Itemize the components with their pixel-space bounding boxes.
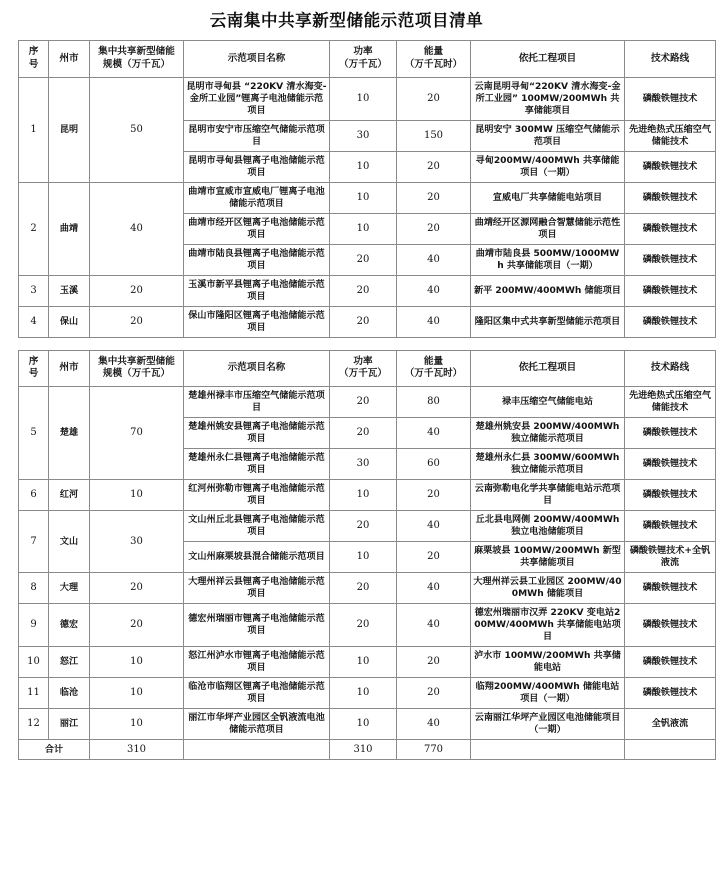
table-row <box>19 306 716 337</box>
table-row <box>19 647 716 678</box>
column-header-scale <box>90 350 184 386</box>
cell-tech-route: 磷酸铁锂技术 <box>625 418 716 449</box>
cell-energy: 20 <box>397 182 471 213</box>
cell-seq: 12 <box>19 709 49 740</box>
table-1-wrapper <box>0 40 711 337</box>
cell-project-name: 德宏州瑞丽市锂离子电池储能示范项目 <box>184 604 330 647</box>
cell-power: 20 <box>330 306 397 337</box>
cell-power: 30 <box>330 120 397 151</box>
table-header-row <box>19 350 716 386</box>
column-header-energy-line1: 能量 <box>423 46 444 58</box>
column-header-power-line1: 功率 <box>353 355 373 367</box>
cell-power: 10 <box>330 647 397 678</box>
cell-project-name: 昆明市安宁市压缩空气储能示范项目 <box>184 120 330 151</box>
cell-energy: 40 <box>397 244 471 275</box>
cell-project-name: 保山市隆阳区锂离子电池储能示范项目 <box>184 306 330 337</box>
column-header-energy-line2: （万千瓦时） <box>404 368 463 380</box>
cell-seq: 4 <box>19 306 49 337</box>
cell-city: 大理 <box>49 573 90 604</box>
cell-tech-route: 磷酸铁锂技术+全钒液流 <box>625 542 716 573</box>
table-2-wrapper <box>0 350 711 761</box>
cell-scale: 10 <box>90 480 184 511</box>
cell-total-label: 合计 <box>19 740 90 760</box>
cell-power: 20 <box>330 573 397 604</box>
cell-project-name: 曲靖市经开区锂离子电池储能示范项目 <box>184 213 330 244</box>
column-header-power <box>330 41 397 77</box>
cell-project-name: 楚雄州姚安县锂离子电池储能示范项目 <box>184 418 330 449</box>
cell-city: 文山 <box>49 511 90 573</box>
cell-tech-route: 全钒液流 <box>625 709 716 740</box>
table-row <box>19 604 716 647</box>
cell-rely-project: 寻甸200MW/400MWh 共享储能项目（一期） <box>471 151 625 182</box>
cell-total-tech <box>625 740 716 760</box>
cell-energy: 20 <box>397 480 471 511</box>
table-row <box>19 480 716 511</box>
cell-rely-project: 隆阳区集中式共享新型储能示范项目 <box>471 306 625 337</box>
cell-tech-route: 磷酸铁锂技术 <box>625 275 716 306</box>
table-header-row <box>19 41 716 77</box>
cell-seq: 5 <box>19 387 49 480</box>
column-header-scale-line2: 规模（万千瓦） <box>102 368 171 380</box>
cell-scale: 40 <box>90 182 184 275</box>
cell-rely-project: 禄丰压缩空气储能电站 <box>471 387 625 418</box>
column-header-seq-line1: 序 <box>28 355 39 367</box>
cell-scale: 70 <box>90 387 184 480</box>
cell-energy: 20 <box>397 647 471 678</box>
cell-total-scale: 310 <box>90 740 184 760</box>
table-row <box>19 77 716 120</box>
cell-power: 10 <box>330 182 397 213</box>
cell-power: 20 <box>330 275 397 306</box>
cell-energy: 40 <box>397 511 471 542</box>
cell-tech-route: 先进绝热式压缩空气储能技术 <box>625 120 716 151</box>
cell-rely-project: 楚雄州永仁县 300MW/600MWh 独立储能示范项目 <box>471 449 625 480</box>
cell-power: 10 <box>330 709 397 740</box>
column-header-scale-line2: 规模（万千瓦） <box>102 59 171 71</box>
cell-tech-route: 磷酸铁锂技术 <box>625 647 716 678</box>
column-header-seq <box>19 350 49 386</box>
cell-energy: 40 <box>397 275 471 306</box>
cell-energy: 20 <box>397 77 471 120</box>
column-header-tech: 技术路线 <box>625 350 716 386</box>
cell-tech-route: 磷酸铁锂技术 <box>625 182 716 213</box>
cell-tech-route: 磷酸铁锂技术 <box>625 449 716 480</box>
cell-power: 20 <box>330 511 397 542</box>
cell-energy: 40 <box>397 604 471 647</box>
table-row <box>19 387 716 418</box>
table-row <box>19 511 716 542</box>
cell-tech-route: 磷酸铁锂技术 <box>625 511 716 542</box>
cell-power: 10 <box>330 151 397 182</box>
cell-city: 德宏 <box>49 604 90 647</box>
cell-rely-project: 曲靖市陆良县 500MW/1000MWh 共享储能项目（一期） <box>471 244 625 275</box>
cell-scale: 10 <box>90 709 184 740</box>
table-1-body <box>19 77 716 337</box>
cell-city: 丽江 <box>49 709 90 740</box>
cell-rely-project: 昆明安宁 300MW 压缩空气储能示范项目 <box>471 120 625 151</box>
column-header-energy <box>397 41 471 77</box>
cell-total-rely <box>471 740 625 760</box>
cell-energy: 20 <box>397 213 471 244</box>
cell-power: 10 <box>330 213 397 244</box>
cell-city: 红河 <box>49 480 90 511</box>
cell-project-name: 曲靖市宣威市宣威电厂锂离子电池储能示范项目 <box>184 182 330 213</box>
cell-energy: 60 <box>397 449 471 480</box>
column-header-scale-line1: 集中共享新型储能 <box>98 46 175 58</box>
cell-project-name: 文山州麻栗坡县混合储能示范项目 <box>184 542 330 573</box>
table-row <box>19 275 716 306</box>
column-header-energy <box>397 350 471 386</box>
table-total-row <box>19 740 716 760</box>
cell-rely-project: 云南丽江华坪产业园区电池储能项目（一期） <box>471 709 625 740</box>
column-header-project: 示范项目名称 <box>184 350 330 386</box>
column-header-power-line1: 功率 <box>353 46 373 58</box>
cell-project-name: 曲靖市陆良县锂离子电池储能示范项目 <box>184 244 330 275</box>
cell-project-name: 文山州丘北县锂离子电池储能示范项目 <box>184 511 330 542</box>
cell-scale: 20 <box>90 604 184 647</box>
cell-rely-project: 云南弥勒电化学共享储能电站示范项目 <box>471 480 625 511</box>
table-row <box>19 678 716 709</box>
cell-scale: 30 <box>90 511 184 573</box>
column-header-seq-line2: 号 <box>28 59 39 71</box>
cell-energy: 150 <box>397 120 471 151</box>
cell-energy: 80 <box>397 387 471 418</box>
column-header-seq-line2: 号 <box>28 368 39 380</box>
cell-power: 20 <box>330 418 397 449</box>
cell-project-name: 玉溪市新平县锂离子电池储能示范项目 <box>184 275 330 306</box>
column-header-energy-line1: 能量 <box>423 355 444 367</box>
cell-rely-project: 德宏州瑞丽市汉弄 220KV 变电站200MW/400MWh 共享储能电站项目 <box>471 604 625 647</box>
table-2-body <box>19 387 716 760</box>
column-header-tech: 技术路线 <box>625 41 716 77</box>
cell-city: 玉溪 <box>49 275 90 306</box>
table-1-header <box>19 41 716 77</box>
column-header-power-line2: （万千瓦） <box>339 59 387 71</box>
cell-seq: 10 <box>19 647 49 678</box>
cell-power: 10 <box>330 480 397 511</box>
cell-total-power: 310 <box>330 740 397 760</box>
project-table-part-2 <box>18 350 716 761</box>
cell-power: 10 <box>330 542 397 573</box>
cell-energy: 20 <box>397 151 471 182</box>
column-header-energy-line2: （万千瓦时） <box>404 59 463 71</box>
cell-rely-project: 楚雄州姚安县 200MW/400MWh 独立储能示范项目 <box>471 418 625 449</box>
table-2-header <box>19 350 716 386</box>
column-header-seq-line1: 序 <box>28 46 39 58</box>
cell-energy: 40 <box>397 418 471 449</box>
cell-tech-route: 磷酸铁锂技术 <box>625 604 716 647</box>
cell-scale: 50 <box>90 77 184 182</box>
cell-city: 昆明 <box>49 77 90 182</box>
cell-seq: 11 <box>19 678 49 709</box>
cell-tech-route: 磷酸铁锂技术 <box>625 151 716 182</box>
cell-project-name: 大理州祥云县锂离子电池储能示范项目 <box>184 573 330 604</box>
column-header-power-line2: （万千瓦） <box>339 368 387 380</box>
cell-project-name: 昆明市寻甸县 “220KV 清水海变-金所工业园”锂离子电池储能示范项目 <box>184 77 330 120</box>
cell-project-name: 昆明市寻甸县锂离子电池储能示范项目 <box>184 151 330 182</box>
cell-power: 30 <box>330 449 397 480</box>
table-row <box>19 573 716 604</box>
column-header-rely: 依托工程项目 <box>471 41 625 77</box>
cell-city: 临沧 <box>49 678 90 709</box>
cell-tech-route: 磷酸铁锂技术 <box>625 306 716 337</box>
column-header-scale-line1: 集中共享新型储能 <box>98 355 175 367</box>
cell-seq: 8 <box>19 573 49 604</box>
column-header-city: 州市 <box>49 350 90 386</box>
cell-power: 20 <box>330 387 397 418</box>
cell-seq: 7 <box>19 511 49 573</box>
cell-tech-route: 先进绝热式压缩空气储能技术 <box>625 387 716 418</box>
cell-tech-route: 磷酸铁锂技术 <box>625 213 716 244</box>
cell-city: 保山 <box>49 306 90 337</box>
cell-seq: 3 <box>19 275 49 306</box>
cell-power: 10 <box>330 77 397 120</box>
table-row <box>19 182 716 213</box>
cell-rely-project: 丘北县电网侧 200MW/400MWh 独立电池储能项目 <box>471 511 625 542</box>
cell-scale: 10 <box>90 647 184 678</box>
cell-seq: 1 <box>19 77 49 182</box>
cell-city: 楚雄 <box>49 387 90 480</box>
table-row <box>19 709 716 740</box>
cell-tech-route: 磷酸铁锂技术 <box>625 678 716 709</box>
cell-energy: 40 <box>397 306 471 337</box>
cell-power: 20 <box>330 244 397 275</box>
cell-seq: 2 <box>19 182 49 275</box>
column-header-scale <box>90 41 184 77</box>
cell-rely-project: 大理州祥云县工业园区 200MW/400MWh 储能项目 <box>471 573 625 604</box>
cell-rely-project: 新平 200MW/400MWh 储能项目 <box>471 275 625 306</box>
cell-energy: 40 <box>397 709 471 740</box>
column-header-seq <box>19 41 49 77</box>
cell-total-energy: 770 <box>397 740 471 760</box>
cell-energy: 20 <box>397 542 471 573</box>
cell-power: 20 <box>330 604 397 647</box>
cell-seq: 6 <box>19 480 49 511</box>
column-header-power <box>330 350 397 386</box>
cell-tech-route: 磷酸铁锂技术 <box>625 244 716 275</box>
cell-project-name: 楚雄州禄丰市压缩空气储能示范项目 <box>184 387 330 418</box>
cell-energy: 40 <box>397 573 471 604</box>
cell-tech-route: 磷酸铁锂技术 <box>625 573 716 604</box>
cell-project-name: 楚雄州永仁县锂离子电池储能示范项目 <box>184 449 330 480</box>
cell-rely-project: 云南昆明寻甸“220KV 清水海变-金所工业园” 100MW/200MWh 共享储能项目 <box>471 77 625 120</box>
cell-total-project <box>184 740 330 760</box>
column-header-city: 州市 <box>49 41 90 77</box>
project-table-part-1 <box>18 40 716 337</box>
cell-project-name: 红河州弥勒市锂离子电池储能示范项目 <box>184 480 330 511</box>
cell-scale: 20 <box>90 275 184 306</box>
cell-rely-project: 临翔200MW/400MWh 储能电站项目（一期） <box>471 678 625 709</box>
cell-rely-project: 曲靖经开区源网融合智慧储能示范性项目 <box>471 213 625 244</box>
cell-scale: 20 <box>90 306 184 337</box>
cell-rely-project: 泸水市 100MW/200MWh 共享储能电站 <box>471 647 625 678</box>
cell-tech-route: 磷酸铁锂技术 <box>625 480 716 511</box>
cell-scale: 10 <box>90 678 184 709</box>
cell-city: 曲靖 <box>49 182 90 275</box>
column-header-project: 示范项目名称 <box>184 41 330 77</box>
cell-energy: 20 <box>397 678 471 709</box>
cell-scale: 20 <box>90 573 184 604</box>
cell-seq: 9 <box>19 604 49 647</box>
cell-rely-project: 宣威电厂共享储能电站项目 <box>471 182 625 213</box>
cell-rely-project: 麻栗坡县 100MW/200MWh 新型共享储能项目 <box>471 542 625 573</box>
cell-project-name: 丽江市华坪产业园区全钒液流电池储能示范项目 <box>184 709 330 740</box>
column-header-rely: 依托工程项目 <box>471 350 625 386</box>
cell-project-name: 怒江州泸水市锂离子电池储能示范项目 <box>184 647 330 678</box>
table-separator <box>0 338 693 350</box>
cell-power: 10 <box>330 678 397 709</box>
cell-project-name: 临沧市临翔区锂离子电池储能示范项目 <box>184 678 330 709</box>
cell-tech-route: 磷酸铁锂技术 <box>625 77 716 120</box>
cell-city: 怒江 <box>49 647 90 678</box>
page-title: 云南集中共享新型储能示范项目清单 <box>209 11 484 30</box>
